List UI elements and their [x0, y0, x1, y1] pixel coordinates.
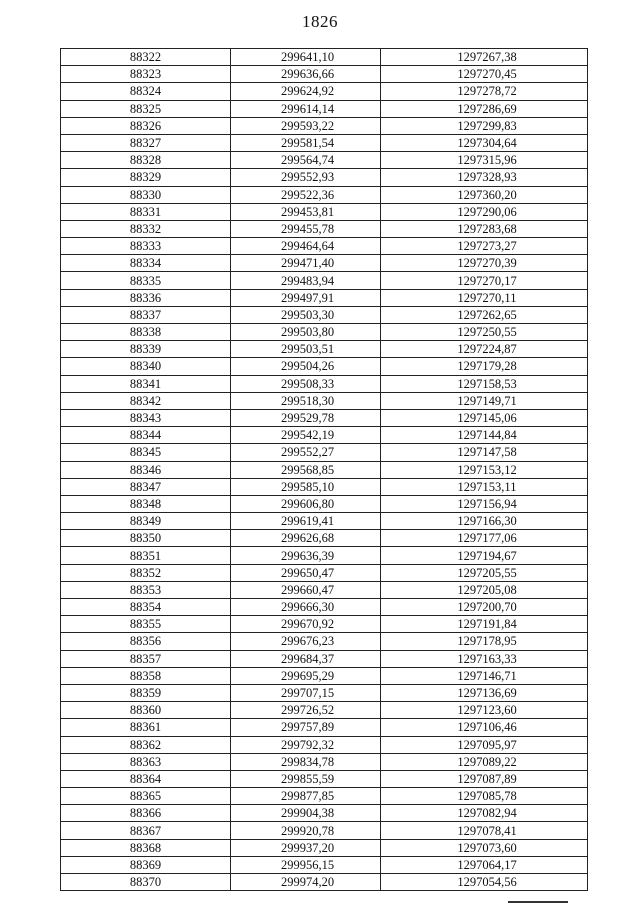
y-coordinate-cell: 1297224,87: [381, 341, 588, 358]
point-id-cell: 88328: [61, 152, 231, 169]
x-coordinate-cell: 299834,78: [231, 753, 381, 770]
x-coordinate-cell: 299937,20: [231, 839, 381, 856]
point-id-cell: 88333: [61, 238, 231, 255]
point-id-cell: 88370: [61, 874, 231, 891]
point-id-cell: 88324: [61, 83, 231, 100]
point-id-cell: 88334: [61, 255, 231, 272]
point-id-cell: 88363: [61, 753, 231, 770]
table-row: [61, 633, 588, 650]
y-coordinate-cell: 1297073,60: [381, 839, 588, 856]
table-row: [61, 702, 588, 719]
y-coordinate-cell: 1297078,41: [381, 822, 588, 839]
table-row: [61, 753, 588, 770]
table-row: [61, 822, 588, 839]
x-coordinate-cell: 299522,36: [231, 186, 381, 203]
y-coordinate-cell: 1297290,06: [381, 203, 588, 220]
point-id-cell: 88339: [61, 341, 231, 358]
y-coordinate-cell: 1297191,84: [381, 616, 588, 633]
table-row: [61, 564, 588, 581]
point-id-cell: 88323: [61, 66, 231, 83]
point-id-cell: 88326: [61, 117, 231, 134]
x-coordinate-cell: 299792,32: [231, 736, 381, 753]
y-coordinate-cell: 1297205,08: [381, 581, 588, 598]
y-coordinate-cell: 1297149,71: [381, 392, 588, 409]
y-coordinate-cell: 1297163,33: [381, 650, 588, 667]
table-row: [61, 392, 588, 409]
point-id-cell: 88327: [61, 134, 231, 151]
point-id-cell: 88360: [61, 702, 231, 719]
y-coordinate-cell: 1297136,69: [381, 684, 588, 701]
y-coordinate-cell: 1297085,78: [381, 788, 588, 805]
point-id-cell: 88352: [61, 564, 231, 581]
table-row: [61, 117, 588, 134]
table-row: [61, 581, 588, 598]
table-row: [61, 238, 588, 255]
y-coordinate-cell: 1297270,39: [381, 255, 588, 272]
point-id-cell: 88340: [61, 358, 231, 375]
y-coordinate-cell: 1297146,71: [381, 667, 588, 684]
table-row: [61, 324, 588, 341]
point-id-cell: 88330: [61, 186, 231, 203]
coordinates-table: [60, 48, 588, 891]
table-row: [61, 478, 588, 495]
table-row: [61, 616, 588, 633]
point-id-cell: 88344: [61, 427, 231, 444]
y-coordinate-cell: 1297270,11: [381, 289, 588, 306]
x-coordinate-cell: 299455,78: [231, 220, 381, 237]
point-id-cell: 88336: [61, 289, 231, 306]
x-coordinate-cell: 299606,80: [231, 495, 381, 512]
x-coordinate-cell: 299504,26: [231, 358, 381, 375]
table-row: [61, 83, 588, 100]
y-coordinate-cell: 1297089,22: [381, 753, 588, 770]
x-coordinate-cell: 299636,66: [231, 66, 381, 83]
x-coordinate-cell: 299684,37: [231, 650, 381, 667]
scan-edge-mark: [508, 901, 568, 903]
table-row: [61, 375, 588, 392]
x-coordinate-cell: 299518,30: [231, 392, 381, 409]
x-coordinate-cell: 299855,59: [231, 770, 381, 787]
point-id-cell: 88347: [61, 478, 231, 495]
y-coordinate-cell: 1297360,20: [381, 186, 588, 203]
x-coordinate-cell: 299707,15: [231, 684, 381, 701]
x-coordinate-cell: 299676,23: [231, 633, 381, 650]
table-row: [61, 770, 588, 787]
point-id-cell: 88354: [61, 599, 231, 616]
point-id-cell: 88325: [61, 100, 231, 117]
x-coordinate-cell: 299581,54: [231, 134, 381, 151]
x-coordinate-cell: 299650,47: [231, 564, 381, 581]
x-coordinate-cell: 299568,85: [231, 461, 381, 478]
x-coordinate-cell: 299641,10: [231, 49, 381, 66]
x-coordinate-cell: 299877,85: [231, 788, 381, 805]
point-id-cell: 88356: [61, 633, 231, 650]
y-coordinate-cell: 1297144,84: [381, 427, 588, 444]
x-coordinate-cell: 299483,94: [231, 272, 381, 289]
x-coordinate-cell: 299626,68: [231, 530, 381, 547]
point-id-cell: 88342: [61, 392, 231, 409]
point-id-cell: 88362: [61, 736, 231, 753]
x-coordinate-cell: 299503,80: [231, 324, 381, 341]
y-coordinate-cell: 1297106,46: [381, 719, 588, 736]
table-row: [61, 134, 588, 151]
x-coordinate-cell: 299695,29: [231, 667, 381, 684]
y-coordinate-cell: 1297158,53: [381, 375, 588, 392]
table-row: [61, 650, 588, 667]
y-coordinate-cell: 1297064,17: [381, 856, 588, 873]
y-coordinate-cell: 1297273,27: [381, 238, 588, 255]
point-id-cell: 88350: [61, 530, 231, 547]
point-id-cell: 88349: [61, 513, 231, 530]
table-row: [61, 599, 588, 616]
point-id-cell: 88343: [61, 409, 231, 426]
point-id-cell: 88358: [61, 667, 231, 684]
table-row: [61, 461, 588, 478]
table-row: [61, 805, 588, 822]
table-row: [61, 684, 588, 701]
table-row: [61, 839, 588, 856]
y-coordinate-cell: 1297194,67: [381, 547, 588, 564]
point-id-cell: 88368: [61, 839, 231, 856]
y-coordinate-cell: 1297200,70: [381, 599, 588, 616]
x-coordinate-cell: 299542,19: [231, 427, 381, 444]
table-row: [61, 341, 588, 358]
point-id-cell: 88345: [61, 444, 231, 461]
x-coordinate-cell: 299757,89: [231, 719, 381, 736]
y-coordinate-cell: 1297177,06: [381, 530, 588, 547]
table-row: [61, 495, 588, 512]
table-row: [61, 513, 588, 530]
point-id-cell: 88367: [61, 822, 231, 839]
y-coordinate-cell: 1297270,17: [381, 272, 588, 289]
y-coordinate-cell: 1297250,55: [381, 324, 588, 341]
x-coordinate-cell: 299624,92: [231, 83, 381, 100]
point-id-cell: 88335: [61, 272, 231, 289]
table-row: [61, 874, 588, 891]
table-row: [61, 186, 588, 203]
y-coordinate-cell: 1297178,95: [381, 633, 588, 650]
table-row: [61, 719, 588, 736]
table-row: [61, 272, 588, 289]
table-row: [61, 169, 588, 186]
table-row: [61, 100, 588, 117]
point-id-cell: 88332: [61, 220, 231, 237]
y-coordinate-cell: 1297205,55: [381, 564, 588, 581]
y-coordinate-cell: 1297095,97: [381, 736, 588, 753]
x-coordinate-cell: 299726,52: [231, 702, 381, 719]
table-row: [61, 66, 588, 83]
y-coordinate-cell: 1297166,30: [381, 513, 588, 530]
y-coordinate-cell: 1297267,38: [381, 49, 588, 66]
x-coordinate-cell: 299660,47: [231, 581, 381, 598]
table-row: [61, 255, 588, 272]
table-row: [61, 856, 588, 873]
x-coordinate-cell: 299464,64: [231, 238, 381, 255]
point-id-cell: 88365: [61, 788, 231, 805]
x-coordinate-cell: 299497,91: [231, 289, 381, 306]
page-number: 1826: [302, 12, 338, 31]
table-row: [61, 530, 588, 547]
point-id-cell: 88331: [61, 203, 231, 220]
y-coordinate-cell: 1297082,94: [381, 805, 588, 822]
y-coordinate-cell: 1297147,58: [381, 444, 588, 461]
point-id-cell: 88355: [61, 616, 231, 633]
point-id-cell: 88366: [61, 805, 231, 822]
table-row: [61, 444, 588, 461]
point-id-cell: 88364: [61, 770, 231, 787]
coordinates-table-body: [61, 49, 588, 891]
point-id-cell: 88353: [61, 581, 231, 598]
x-coordinate-cell: 299670,92: [231, 616, 381, 633]
x-coordinate-cell: 299529,78: [231, 409, 381, 426]
y-coordinate-cell: 1297283,68: [381, 220, 588, 237]
table-row: [61, 547, 588, 564]
point-id-cell: 88357: [61, 650, 231, 667]
table-row: [61, 667, 588, 684]
point-id-cell: 88329: [61, 169, 231, 186]
y-coordinate-cell: 1297153,12: [381, 461, 588, 478]
x-coordinate-cell: 299503,30: [231, 306, 381, 323]
point-id-cell: 88369: [61, 856, 231, 873]
point-id-cell: 88346: [61, 461, 231, 478]
x-coordinate-cell: 299956,15: [231, 856, 381, 873]
y-coordinate-cell: 1297299,83: [381, 117, 588, 134]
x-coordinate-cell: 299636,39: [231, 547, 381, 564]
x-coordinate-cell: 299619,41: [231, 513, 381, 530]
table-row: [61, 788, 588, 805]
x-coordinate-cell: 299593,22: [231, 117, 381, 134]
x-coordinate-cell: 299904,38: [231, 805, 381, 822]
y-coordinate-cell: 1297153,11: [381, 478, 588, 495]
y-coordinate-cell: 1297156,94: [381, 495, 588, 512]
table-row: [61, 736, 588, 753]
x-coordinate-cell: 299503,51: [231, 341, 381, 358]
table-row: [61, 220, 588, 237]
x-coordinate-cell: 299453,81: [231, 203, 381, 220]
x-coordinate-cell: 299666,30: [231, 599, 381, 616]
x-coordinate-cell: 299564,74: [231, 152, 381, 169]
y-coordinate-cell: 1297123,60: [381, 702, 588, 719]
x-coordinate-cell: 299552,93: [231, 169, 381, 186]
point-id-cell: 88348: [61, 495, 231, 512]
table-row: [61, 289, 588, 306]
table-row: [61, 49, 588, 66]
y-coordinate-cell: 1297145,06: [381, 409, 588, 426]
y-coordinate-cell: 1297087,89: [381, 770, 588, 787]
table-row: [61, 306, 588, 323]
table-row: [61, 427, 588, 444]
point-id-cell: 88351: [61, 547, 231, 564]
x-coordinate-cell: 299585,10: [231, 478, 381, 495]
y-coordinate-cell: 1297315,96: [381, 152, 588, 169]
y-coordinate-cell: 1297304,64: [381, 134, 588, 151]
x-coordinate-cell: 299552,27: [231, 444, 381, 461]
point-id-cell: 88361: [61, 719, 231, 736]
point-id-cell: 88359: [61, 684, 231, 701]
table-row: [61, 152, 588, 169]
x-coordinate-cell: 299920,78: [231, 822, 381, 839]
table-row: [61, 409, 588, 426]
x-coordinate-cell: 299974,20: [231, 874, 381, 891]
y-coordinate-cell: 1297270,45: [381, 66, 588, 83]
point-id-cell: 88322: [61, 49, 231, 66]
point-id-cell: 88338: [61, 324, 231, 341]
y-coordinate-cell: 1297286,69: [381, 100, 588, 117]
y-coordinate-cell: 1297278,72: [381, 83, 588, 100]
point-id-cell: 88337: [61, 306, 231, 323]
point-id-cell: 88341: [61, 375, 231, 392]
x-coordinate-cell: 299471,40: [231, 255, 381, 272]
y-coordinate-cell: 1297262,65: [381, 306, 588, 323]
x-coordinate-cell: 299614,14: [231, 100, 381, 117]
table-row: [61, 203, 588, 220]
x-coordinate-cell: 299508,33: [231, 375, 381, 392]
y-coordinate-cell: 1297328,93: [381, 169, 588, 186]
table-row: [61, 358, 588, 375]
y-coordinate-cell: 1297054,56: [381, 874, 588, 891]
y-coordinate-cell: 1297179,28: [381, 358, 588, 375]
